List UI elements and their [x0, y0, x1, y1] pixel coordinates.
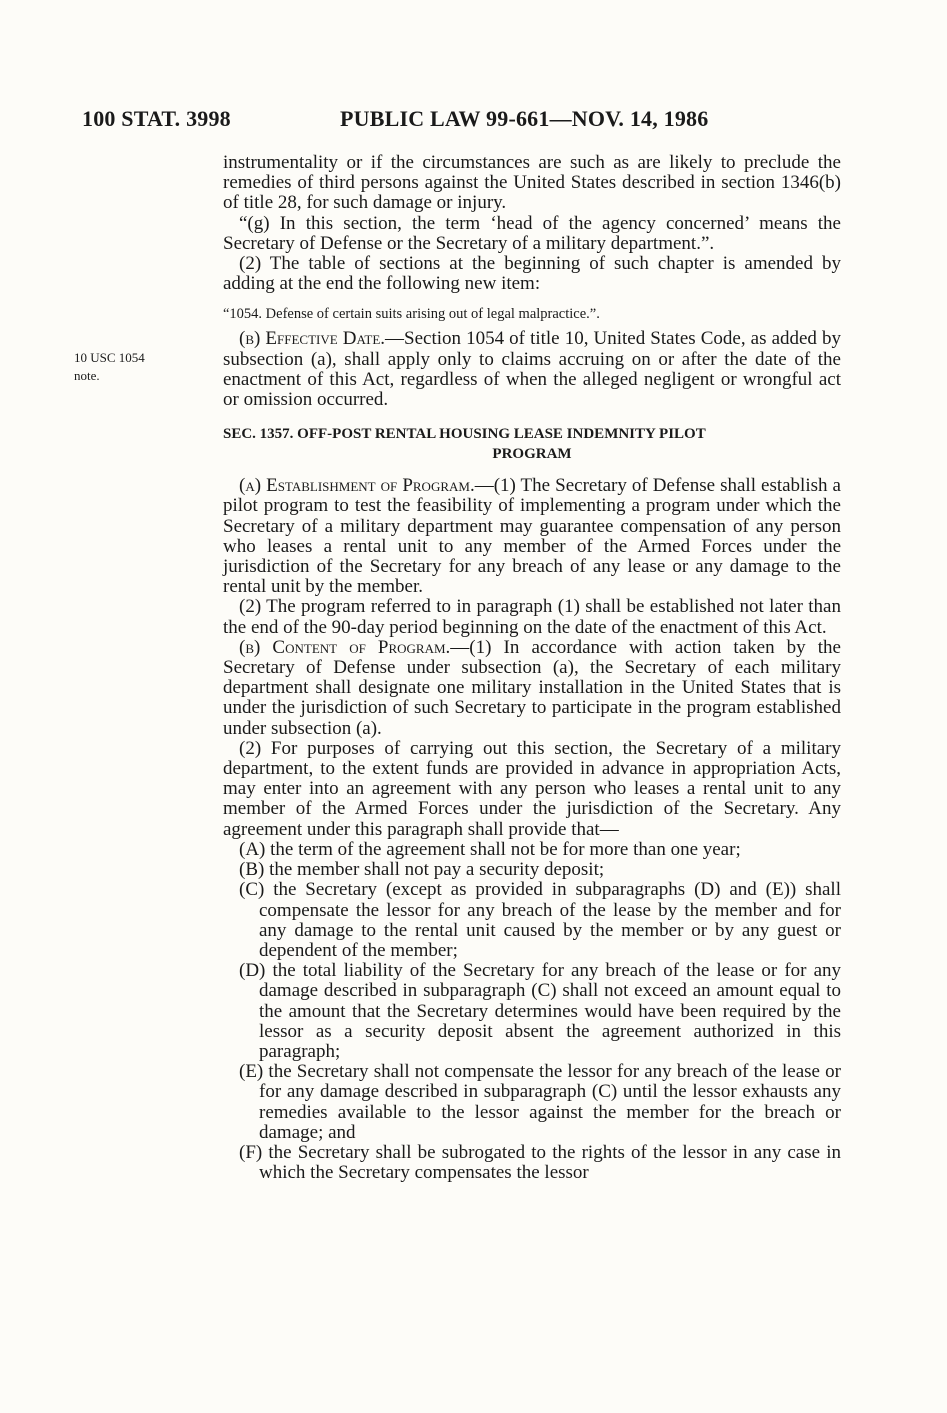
paragraph-program-deadline: (2) The program referred to in paragraph (1) shall be established not later than the end of the 90-day period beginning on the date of the enactment of this Act. — [223, 596, 841, 638]
paragraph-continuation: instrumentality or if the circumstances are such as are likely to preclude the remedies of third persons against the United States described in section 1346(b) of title 28, for such damage or injury. — [223, 152, 841, 214]
law-title: PUBLIC LAW 99-661—NOV. 14, 1986 — [340, 106, 709, 131]
effective-date-text: —Section 1054 of title 10, United States Code, as added by subsection (a), shall apply only to claims accruing on or after the date of the enactment of this Act, regardless of when the alleged negligent or wrongful act or omission occurred. — [223, 328, 841, 411]
paragraph-establishment — [223, 476, 841, 597]
table-of-sections-item: “1054. Defense of certain suits arising out of legal malpractice.”. — [223, 306, 600, 323]
body-text — [223, 153, 841, 1183]
margin-note — [74, 349, 194, 385]
section-heading — [223, 424, 841, 464]
margin-note-label: note. — [74, 368, 100, 383]
establishment-heading: (a) Establishment of Program. — [239, 475, 475, 497]
stat-page-number: 100 STAT. 3998 — [82, 106, 231, 131]
section-heading-line2: PROGRAM — [492, 446, 572, 463]
list-item-c: (C) the Secretary (except as provided in subparagraphs (D) and (E)) shall compensate the lessor for any breach of the lease by the member and for any damage to the rental unit caused by the member or by any guest or dependent of the member; — [239, 879, 841, 961]
content-heading: (b) Content of Program. — [239, 636, 451, 658]
paragraph-effective-date — [223, 329, 841, 410]
list-item-e: (E) the Secretary shall not compensate the lessor for any breach of the lease or for any damage described in subparagraph (C) until the lessor exhausts any remedies available to the lessor against the member for the breach or damage; and — [239, 1061, 841, 1143]
paragraph-agreement: (2) For purposes of carrying out this section, the Secretary of a military department, to the extent funds are provided in advance in appropriation Acts, may enter into an agreement with any person who leases a rental unit to any member of the Armed Forces under the jurisdiction of the Secretary. Any agreement under this paragraph shall provide that— — [223, 737, 841, 840]
list-item-d: (D) the total liability of the Secretary for any breach of the lease or for any damage described in subparagraph (C) shall not exceed an amount equal to the amount that the Secretary determines would have been required by the lessor as a security deposit absent the agreement authorized in this paragraph; — [239, 960, 841, 1062]
list-item-b: (B) the member shall not pay a security deposit; — [239, 859, 605, 881]
effective-date-heading: (b) Effective Date. — [239, 328, 386, 350]
list-item-f: (F) the Secretary shall be subrogated to the rights of the lessor in any case in which the Secretary compensates the lessor — [239, 1141, 841, 1184]
paragraph-subsection-g: “(g) In this section, the term ‘head of the agency concerned’ means the Secretary of Defense or the Secretary of a military department.”. — [223, 212, 841, 254]
establishment-text: —(1) The Secretary of Defense shall establish a pilot program to test the feasibility of implementing a program under which the Secretary of a military department may guarantee compensation of any person who leases a rental unit to any member of the Armed Forces under the jurisdiction of the Secretary for any breach of any lease or any damage to the rental unit by the member. — [223, 475, 841, 598]
list-item-a: (A) the term of the agreement shall not be for more than one year; — [239, 838, 741, 860]
paragraph-content — [223, 638, 841, 739]
page-header — [82, 106, 842, 136]
content-text: —(1) In accordance with action taken by the Secretary of Defense under subsection (a), the Secretary of each military department shall designate one military installation in the United States that is under the jurisdiction of such Secretary to participate in the program established under subsection (a). — [223, 636, 841, 739]
paragraph-table-amendment: (2) The table of sections at the beginning of such chapter is amended by adding at the end the following new item: — [223, 253, 841, 295]
margin-note-citation: 10 USC 1054 — [74, 350, 145, 365]
section-heading-line1: SEC. 1357. OFF-POST RENTAL HOUSING LEASE INDEMNITY PILOT — [223, 426, 706, 443]
